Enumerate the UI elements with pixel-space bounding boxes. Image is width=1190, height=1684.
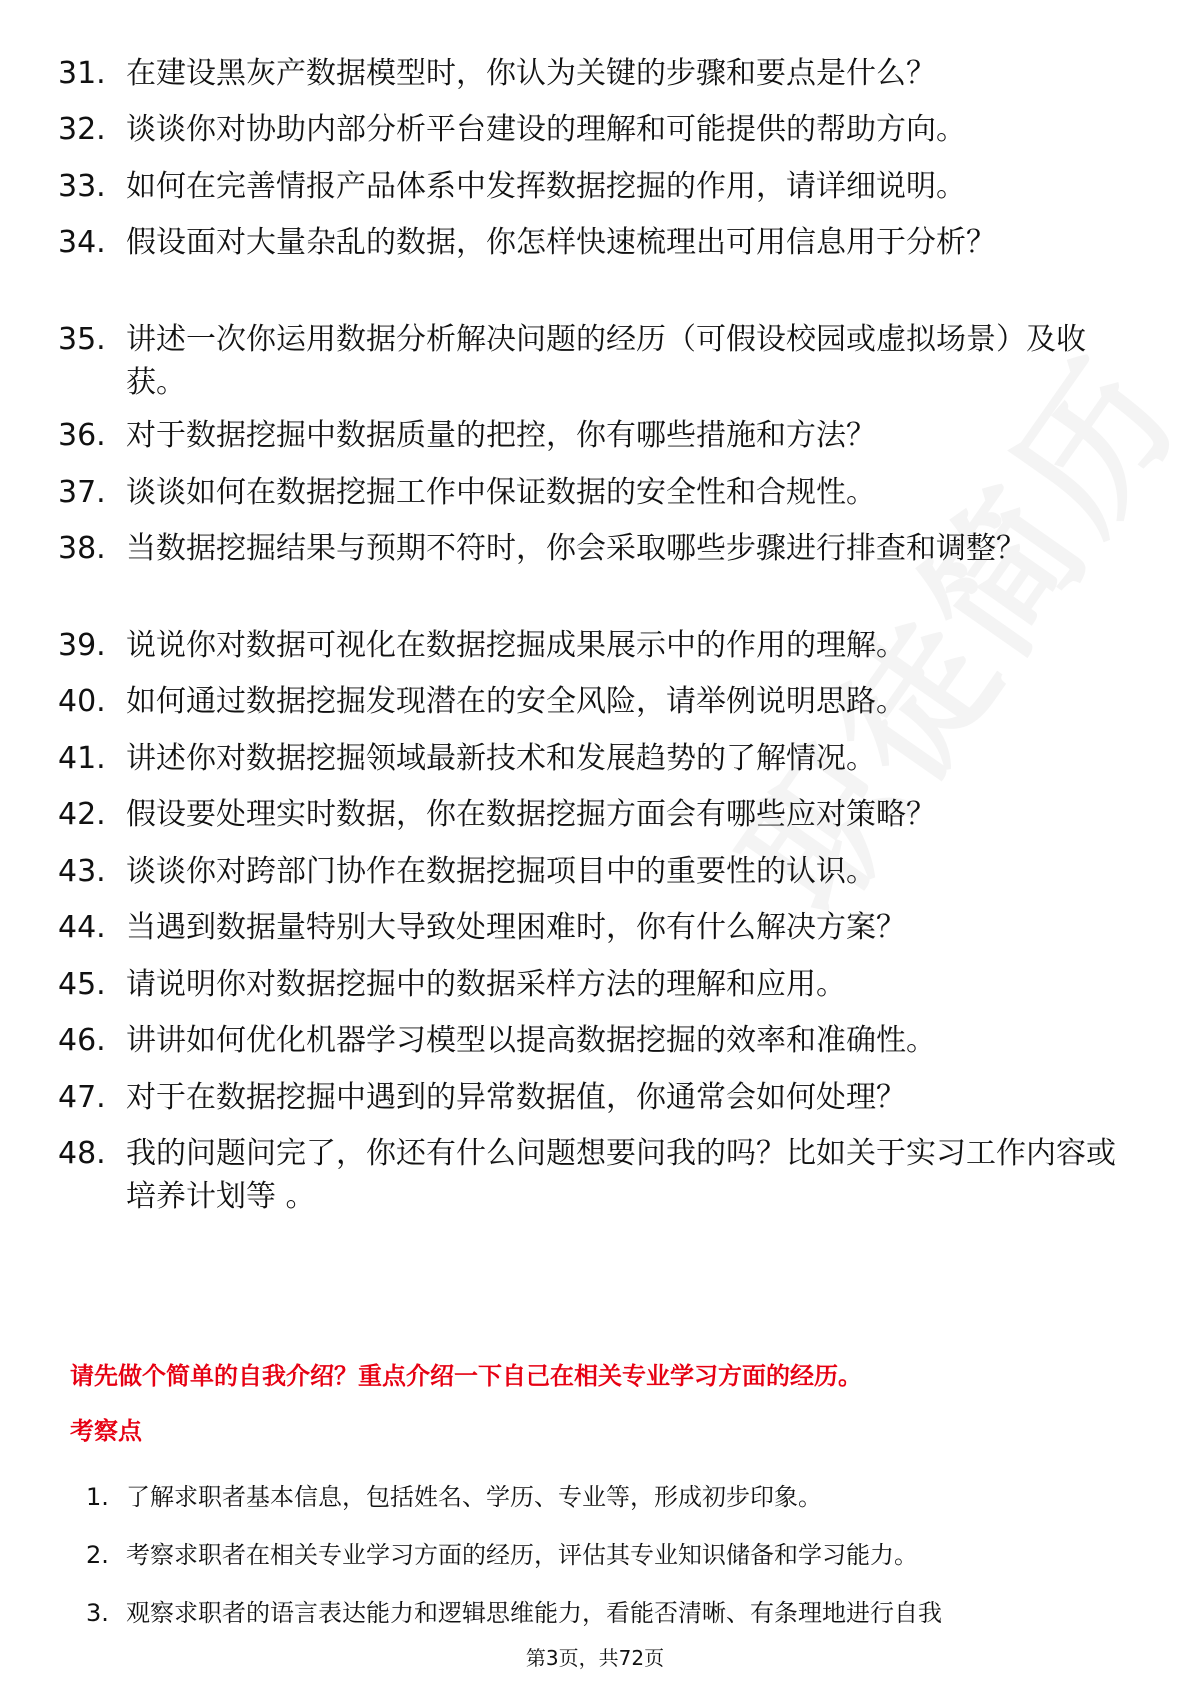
question-text: 当遇到数据量特别大导致处理困难时，你有什么解决方案？ bbox=[126, 910, 906, 945]
question-item bbox=[58, 527, 1128, 570]
question-item bbox=[58, 1076, 1128, 1119]
question-number: 41. bbox=[58, 741, 106, 776]
point-text: 考察求职者在相关专业学习方面的经历，评估其专业知识储备和学习能力。 bbox=[126, 1541, 918, 1569]
question-number: 33. bbox=[58, 169, 106, 204]
question-text: 在建设黑灰产数据模型时，你认为关键的步骤和要点是什么？ bbox=[126, 56, 936, 91]
question-text: 当数据挖掘结果与预期不符时，你会采取哪些步骤进行排查和调整？ bbox=[126, 531, 1026, 566]
question-text: 讲述一次你运用数据分析解决问题的经历（可假设校园或虚拟场景）及收获。 bbox=[126, 322, 1086, 400]
question-text: 谈谈你对跨部门协作在数据挖掘项目中的重要性的认识。 bbox=[126, 854, 876, 889]
question-text: 谈谈如何在数据挖掘工作中保证数据的安全性和合规性。 bbox=[126, 475, 876, 510]
question-text: 谈谈你对协助内部分析平台建设的理解和可能提供的帮助方向。 bbox=[126, 112, 966, 147]
question-text: 对于数据挖掘中数据质量的把控，你有哪些措施和方法？ bbox=[126, 418, 876, 453]
question-text: 假设要处理实时数据，你在数据挖掘方面会有哪些应对策略？ bbox=[126, 797, 936, 832]
question-item bbox=[58, 414, 1128, 457]
question-number: 36. bbox=[58, 418, 106, 453]
question-text: 讲讲如何优化机器学习模型以提高数据挖掘的效率和准确性。 bbox=[126, 1023, 936, 1058]
question-item bbox=[58, 963, 1128, 1006]
question-item bbox=[58, 108, 1128, 151]
assessment-point bbox=[86, 1480, 1126, 1514]
question-number: 48. bbox=[58, 1136, 106, 1171]
question-item bbox=[58, 624, 1128, 667]
page-footer: 第3页，共72页 bbox=[525, 1646, 665, 1670]
question-text: 请说明你对数据挖掘中的数据采样方法的理解和应用。 bbox=[126, 967, 846, 1002]
question-item bbox=[58, 318, 1128, 404]
question-text: 我的问题问完了，你还有什么问题想要问我的吗？比如关于实习工作内容或培养计划等 。 bbox=[126, 1136, 1116, 1214]
question-item bbox=[58, 471, 1128, 514]
question-number: 38. bbox=[58, 531, 106, 566]
question-number: 40. bbox=[58, 684, 106, 719]
question-item bbox=[58, 793, 1128, 836]
point-text: 观察求职者的语言表达能力和逻辑思维能力，看能否清晰、有条理地进行自我 bbox=[126, 1599, 942, 1627]
question-number: 32. bbox=[58, 112, 106, 147]
question-item bbox=[58, 737, 1128, 780]
point-number: 3. bbox=[86, 1599, 109, 1627]
question-item bbox=[58, 680, 1128, 723]
point-text: 了解求职者基本信息，包括姓名、学历、专业等，形成初步印象。 bbox=[126, 1483, 822, 1511]
point-number: 2. bbox=[86, 1541, 109, 1569]
question-text: 讲述你对数据挖掘领域最新技术和发展趋势的了解情况。 bbox=[126, 741, 876, 776]
assessment-point bbox=[86, 1596, 1126, 1630]
question-item bbox=[58, 1132, 1128, 1218]
question-number: 31. bbox=[58, 56, 106, 91]
question-text: 假设面对大量杂乱的数据，你怎样快速梳理出可用信息用于分析？ bbox=[126, 225, 996, 260]
question-number: 34. bbox=[58, 225, 106, 260]
question-text: 对于在数据挖掘中遇到的异常数据值，你通常会如何处理？ bbox=[126, 1080, 906, 1115]
question-text: 如何通过数据挖掘发现潜在的安全风险，请举例说明思路。 bbox=[126, 684, 906, 719]
question-item bbox=[58, 165, 1128, 208]
question-item bbox=[58, 1019, 1128, 1062]
question-number: 43. bbox=[58, 854, 106, 889]
section-heading: 请先做个简单的自我介绍？重点介绍一下自己在相关专业学习方面的经历。 bbox=[70, 1362, 862, 1390]
question-number: 46. bbox=[58, 1023, 106, 1058]
assessment-point bbox=[86, 1538, 1126, 1572]
question-item bbox=[58, 850, 1128, 893]
question-number: 45. bbox=[58, 967, 106, 1002]
question-number: 39. bbox=[58, 628, 106, 663]
question-item bbox=[58, 52, 1128, 95]
question-number: 35. bbox=[58, 322, 106, 357]
question-item bbox=[58, 906, 1128, 949]
question-number: 37. bbox=[58, 475, 106, 510]
question-number: 42. bbox=[58, 797, 106, 832]
section-subheading: 考察点 bbox=[70, 1417, 142, 1445]
question-item bbox=[58, 221, 1128, 264]
point-number: 1. bbox=[86, 1483, 109, 1511]
question-text: 如何在完善情报产品体系中发挥数据挖掘的作用，请详细说明。 bbox=[126, 169, 966, 204]
question-text: 说说你对数据可视化在数据挖掘成果展示中的作用的理解。 bbox=[126, 628, 906, 663]
question-number: 44. bbox=[58, 910, 106, 945]
question-number: 47. bbox=[58, 1080, 106, 1115]
